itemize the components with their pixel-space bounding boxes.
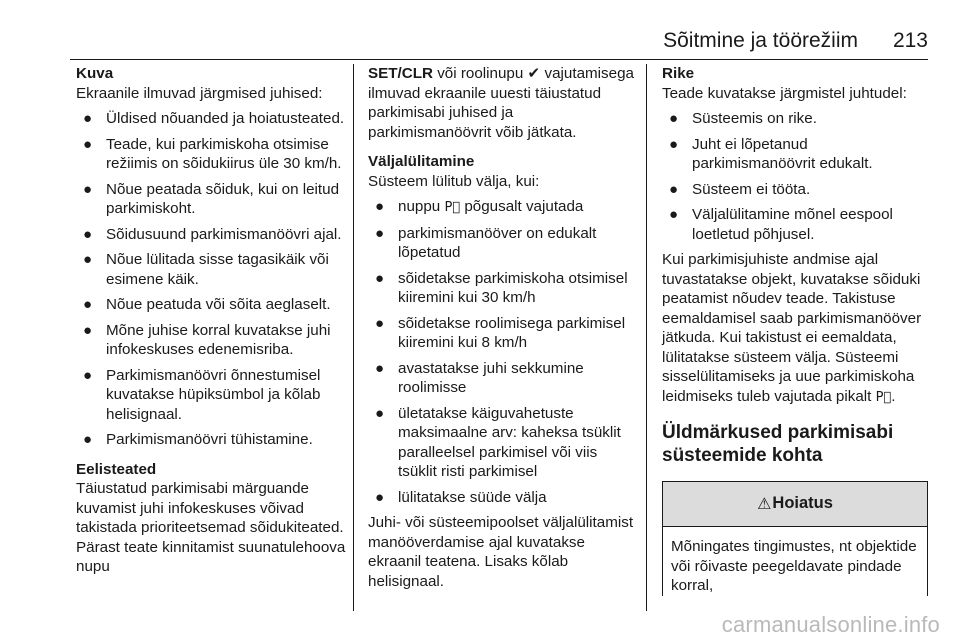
column-divider-2 xyxy=(646,64,647,611)
parking-button-icon: P⃞ xyxy=(444,200,461,215)
column-3 xyxy=(662,64,928,596)
list-item: ● sõidetakse parkimiskoha otsimisel kiiremini kui 30 km/h xyxy=(375,269,628,306)
watermark: carmanualsonline.info xyxy=(721,612,940,637)
list-item: ● Süsteem ei tööta. xyxy=(669,180,811,198)
list-item: ● Süsteemis on rike. xyxy=(669,110,817,127)
bullet-icon: ● xyxy=(669,110,679,127)
display-heading: Kuva xyxy=(76,65,114,82)
list-item: ● parkimismanööver on edukalt lõpetatud xyxy=(375,224,597,261)
bullet-icon: ● xyxy=(375,488,385,506)
general-heading: Üldmärkused parkimisabi süsteemide kohta xyxy=(662,422,894,466)
off-intro: Süsteem lülitub välja, kui: xyxy=(368,172,540,190)
list-item: ● Juht ei lõpetanud parkimismanöövrit edukalt. xyxy=(669,135,873,172)
list-item: ● Sõidusuund parkimismanöövri ajal. xyxy=(83,225,342,243)
list-item: ● lülitatakse süüde välja xyxy=(375,488,547,506)
list-item: ● Nõue peatuda või sõita aeglaselt. xyxy=(83,296,331,313)
off-outro: Juhi- või süsteemipoolset väljalülitamist manööverdamise ajal kuvatakse ekraanil teatena. Lisaks kõlab helisignaal. xyxy=(368,514,634,590)
list-item: ● ületatakse käiguvahetuste maksimaalne arv: kaheksa tsüklit paralleelsel parkimisel või viis tsüklit risti parkimisel xyxy=(375,404,621,480)
fault-heading: Rike xyxy=(662,65,695,82)
parking-button-icon: P⃞ xyxy=(875,389,892,405)
bullet-icon: ● xyxy=(83,321,93,339)
bullet-icon: ● xyxy=(83,431,93,448)
fault-text: Kui parkimisjuhiste andmise ajal tuvastatakse objekt, kuvatakse sõiduki peatamist nõudev teade. Takistuse eemaldamisel saab parkimismanööver jätkuda. Kui takistust ei eemaldata, lülitatakse süsteem välja. Süsteemi sisselülitamiseks ja uue parkimiskoha leidmiseks tuleb vajutada pikalt P⃞. xyxy=(662,251,922,405)
warning-icon: ⚠ xyxy=(757,494,772,514)
list-item: ● Mõne juhise korral kuvatakse juhi infokeskuses edenemisriba. xyxy=(83,321,331,358)
list-item: ● Parkimismanöövri tühistamine. xyxy=(83,431,313,448)
bullet-icon: ● xyxy=(669,135,679,153)
bullet-icon: ● xyxy=(375,314,385,332)
check-icon: ✔ xyxy=(527,65,541,82)
list-item: ● avastatakse juhi sekkumine roolimisse xyxy=(375,359,584,396)
column-divider-1 xyxy=(353,64,354,611)
bullet-icon: ● xyxy=(83,251,93,268)
bullet-icon: ● xyxy=(83,135,93,153)
bullet-icon: ● xyxy=(375,224,385,242)
page-number: 213 xyxy=(892,29,928,52)
fault-list xyxy=(662,109,928,244)
warning-box xyxy=(662,481,928,596)
bullet-icon: ● xyxy=(375,404,385,422)
set-clr-label: SET/CLR xyxy=(368,65,433,82)
list-item: ● Üldised nõuanded ja hoiatusteated. xyxy=(83,110,345,127)
list-item: ● Nõue lülitada sisse tagasikäik või esimene käik. xyxy=(83,251,329,288)
bullet-icon: ● xyxy=(83,296,93,313)
bullet-icon: ● xyxy=(375,269,385,287)
display-list xyxy=(76,109,346,450)
bullet-icon: ● xyxy=(83,180,93,198)
list-item: ● Nõue peatada sõiduk, kui on leitud parkimiskoht. xyxy=(83,180,340,217)
list-item: ● Väljalülitamine mõnel eespool loetletud põhjusel. xyxy=(669,206,893,243)
resume-paragraph: SET/CLR või roolinupu ✔ vajutamisega ilmuvad ekraanile uuesti täiustatud parkimisabi juhised ja parkimismanöövrit võib jätkata. xyxy=(368,65,634,141)
bullet-icon: ● xyxy=(83,366,93,384)
warning-title: Hoiatus xyxy=(772,494,833,513)
column-1 xyxy=(76,64,346,577)
bullet-icon: ● xyxy=(83,225,93,243)
warning-header xyxy=(663,482,927,527)
list-item: ● Teade, kui parkimiskoha otsimise režiimis on sõidukiirus üle 30 km/h. xyxy=(83,135,342,172)
bullet-icon: ● xyxy=(83,110,93,127)
section-title: Sõitmine ja töörežiim xyxy=(663,29,858,52)
priority-heading: Eelisteated xyxy=(76,460,157,478)
priority-text: Täiustatud parkimisabi märguande kuvamist juhi infokeskuses võivad takistada prioriteetsemad sõidukiteated. Pärast teate kinnitamist suunatulehoova nupu xyxy=(76,480,346,575)
bullet-icon: ● xyxy=(669,206,679,223)
list-item: ● Parkimismanöövri õnnestumisel kuvatakse hüpiksümbol ja kõlab helisignaal. xyxy=(83,366,321,423)
page-header xyxy=(70,28,928,58)
fault-intro: Teade kuvatakse järgmistel juhtudel: xyxy=(662,84,907,102)
off-heading: Väljalülitamine xyxy=(368,153,475,170)
list-item: ● sõidetakse roolimisega parkimisel kiiremini kui 8 km/h xyxy=(375,314,626,351)
list-item: ● nuppu P⃞ põgusalt vajutada xyxy=(375,198,584,215)
bullet-icon: ● xyxy=(375,198,385,215)
bullet-icon: ● xyxy=(669,180,679,198)
header-rule xyxy=(70,59,928,60)
warning-body: Mõningates tingimustes, nt objektide või rõivaste peegeldavate pindade korral, xyxy=(671,538,917,594)
display-intro: Ekraanile ilmuvad järgmised juhised: xyxy=(76,84,323,102)
off-list xyxy=(368,197,638,507)
bullet-icon: ● xyxy=(375,359,385,377)
column-2 xyxy=(368,64,638,591)
